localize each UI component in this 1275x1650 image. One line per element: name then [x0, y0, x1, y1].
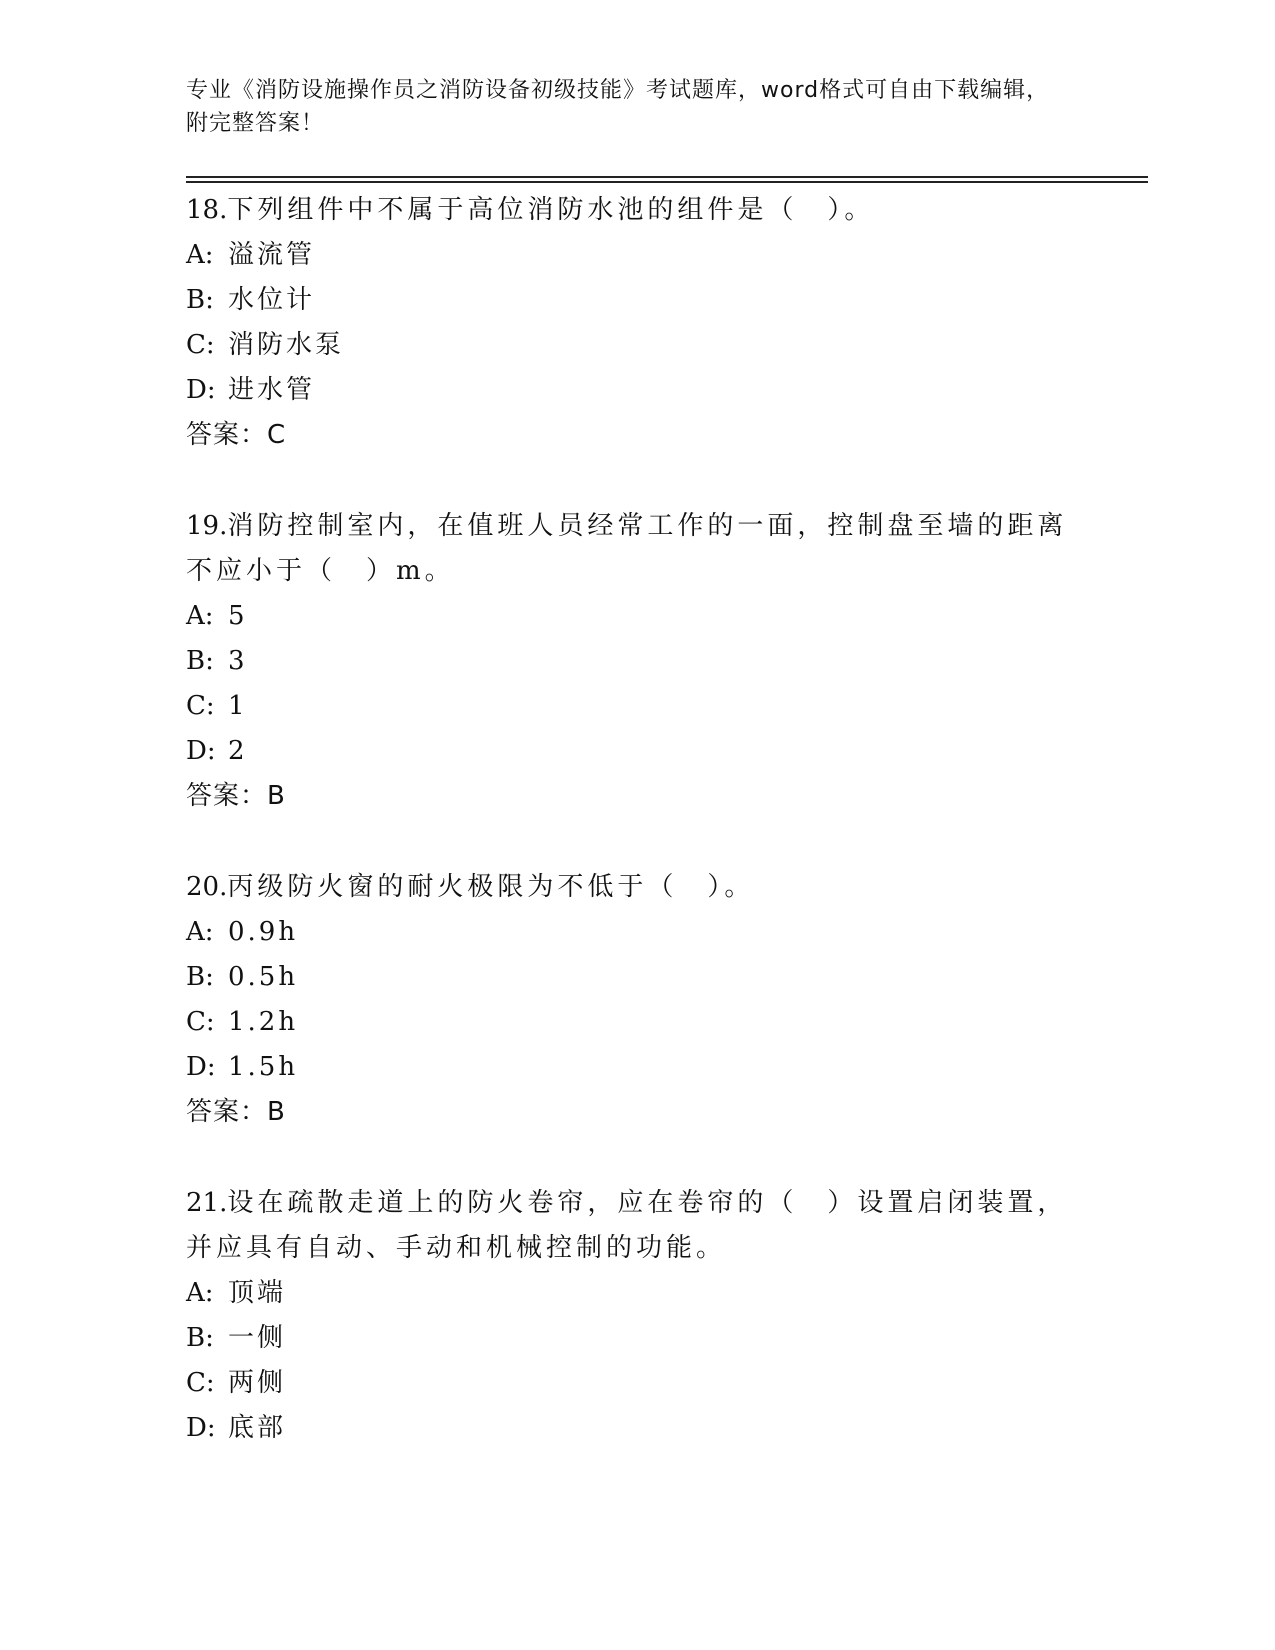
question-number: 19. [186, 511, 228, 541]
option-letter: C: [186, 1007, 215, 1037]
option-text: 5 [228, 601, 248, 631]
header-divider-bottom [186, 181, 1148, 183]
option-letter: B: [186, 285, 214, 315]
option-b [186, 278, 1086, 323]
question-stem [186, 188, 1086, 233]
option-letter: D: [186, 736, 216, 766]
option-text: 水位计 [228, 285, 316, 315]
option-letter: D: [186, 1413, 216, 1443]
option-letter: C: [186, 691, 215, 721]
option-b [186, 1316, 1086, 1361]
option-c [186, 323, 1086, 368]
option-a [186, 233, 1086, 278]
option-letter: A: [186, 601, 214, 631]
option-text: 进水管 [228, 375, 316, 405]
question-18 [186, 188, 1086, 458]
option-letter: B: [186, 962, 214, 992]
option-c [186, 1361, 1086, 1406]
option-letter: C: [186, 330, 215, 360]
question-text: 丙级防火窗的耐火极限为不低于（ ）。 [227, 872, 755, 902]
option-letter: A: [186, 917, 214, 947]
question-stem [186, 865, 1086, 910]
option-text: 两侧 [228, 1368, 287, 1398]
option-letter: D: [186, 1052, 216, 1082]
option-letter: A: [186, 240, 214, 270]
question-19 [186, 504, 1086, 819]
answer-line: 答案：C [186, 420, 287, 450]
answer-line: 答案：B [186, 1097, 286, 1127]
option-text: 2 [228, 736, 248, 766]
question-text: 下列组件中不属于高位消防水池的组件是（ ）。 [227, 195, 875, 225]
option-text: 底部 [228, 1413, 287, 1443]
answer-line: 答案：B [186, 781, 286, 811]
option-text: 0.9h [228, 917, 299, 947]
option-b [186, 955, 1086, 1000]
option-a [186, 910, 1086, 955]
option-d [186, 1406, 1086, 1451]
question-text: 设在疏散走道上的防火卷帘，应在卷帘的（ ）设置启闭装置，并应具有自动、手动和机械控制的功能。 [186, 1188, 1068, 1263]
option-text: 3 [228, 646, 248, 676]
option-text: 一侧 [228, 1323, 287, 1353]
option-letter: C: [186, 1368, 215, 1398]
option-b [186, 639, 1086, 684]
question-text: 消防控制室内，在值班人员经常工作的一面，控制盘至墙的距离不应小于（ ）m。 [186, 511, 1068, 586]
option-letter: B: [186, 646, 214, 676]
option-a [186, 594, 1086, 639]
option-letter: A: [186, 1278, 214, 1308]
option-text: 顶端 [228, 1278, 287, 1308]
question-stem [186, 504, 1086, 594]
option-d [186, 1045, 1086, 1090]
option-text: 溢流管 [228, 240, 316, 270]
option-c [186, 1000, 1086, 1045]
question-number: 21. [186, 1188, 228, 1218]
option-text: 消防水泵 [228, 330, 345, 360]
document-header: 专业《消防设施操作员之消防设备初级技能》考试题库，word格式可自由下载编辑，附完整答案！ [186, 78, 1050, 136]
option-letter: B: [186, 1323, 214, 1353]
question-stem [186, 1181, 1086, 1271]
option-d [186, 729, 1086, 774]
question-number: 20. [186, 872, 228, 902]
question-list [186, 188, 1086, 1497]
option-a [186, 1271, 1086, 1316]
option-text: 0.5h [228, 962, 299, 992]
question-20 [186, 865, 1086, 1135]
option-letter: D: [186, 375, 216, 405]
header-divider-top [186, 176, 1148, 178]
option-text: 1.5h [228, 1052, 299, 1082]
question-21 [186, 1181, 1086, 1451]
option-c [186, 684, 1086, 729]
question-number: 18. [186, 195, 228, 225]
option-d [186, 368, 1086, 413]
option-text: 1.2h [228, 1007, 299, 1037]
option-text: 1 [228, 691, 248, 721]
